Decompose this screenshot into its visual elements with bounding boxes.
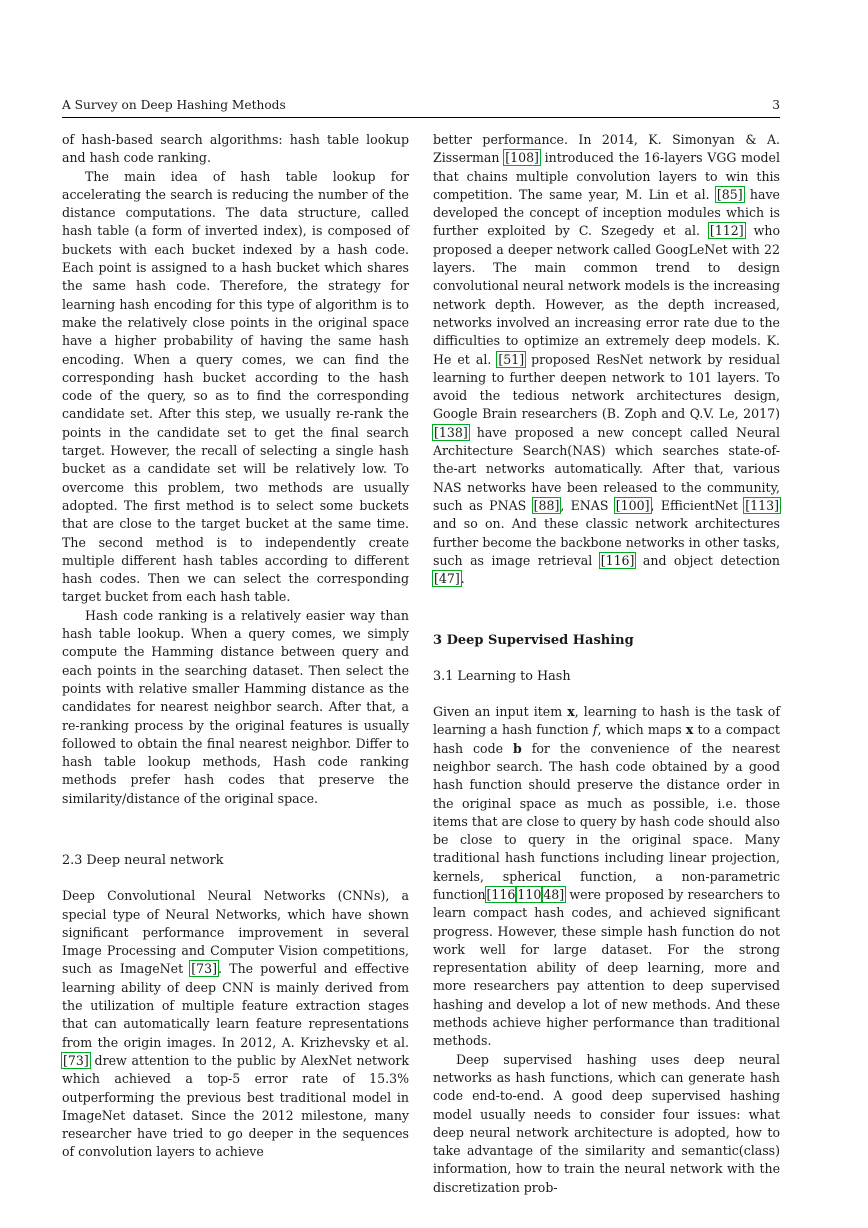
citation-link[interactable]: [88] [533, 497, 560, 513]
subsection-heading: 3.1 Learning to Hash [433, 668, 571, 684]
left-column [62, 131, 409, 1162]
citation-link[interactable]: [112] [709, 223, 744, 239]
paragraph: The main idea of hash table lookup for accelerating the search is reducing the number of the distance computations. The data structure, called hash table (a form of inverted index), is composed of buckets with each bucket indexed by a hash code. Each point is assigned to a hash bucket which shares the same hash code. Therefore, the strategy for learning hash encoding for this type of algorithm is to make the relatively close points in the original space have a higher probability of having the same hash encoding. When a query comes, we can find the corresponding hash bucket according to the hash code of the query, so as to find the corresponding candidate set. After this step, we usually re-rank the points in the candidate set to get the final search target. However, the recall of selecting a single hash bucket as a candidate set will be relatively low. To overcome this problem, two methods are usually adopted. The first method is to select some buckets that are close to the target bucket at the same time. The second method is to independently create multiple different hash tables according to different hash codes. Then we can select the corresponding target bucket from each hash table. [62, 168, 409, 605]
right-column [433, 131, 780, 1197]
paragraph: Hash code ranking is a relatively easier way than hash table lookup. When a query comes, we simply compute the Hamming distance between query and each points in the searching dataset. Then select the points with relative smaller Hamming distance as the candidates for nearest neighbor search. After that, a re-ranking process by the original features is usually followed to obtain the final nearest neighbor. Differ to hash table lookup methods, Hash code ranking methods prefer hash codes that preserve the similarity/distance of the original space. [62, 607, 409, 806]
citation-link[interactable]: [73] [191, 961, 218, 977]
citation-link[interactable]: [113] [745, 497, 780, 513]
paragraph: of hash-based search algorithms: hash table lookup and hash code ranking. [62, 132, 409, 166]
citation-link[interactable]: [116 [486, 886, 516, 902]
page-number: 3 [772, 98, 780, 112]
citation-link[interactable]: 110 [517, 886, 542, 902]
citation-link[interactable]: [85] [716, 186, 743, 202]
citation-link[interactable]: [73] [63, 1052, 89, 1068]
citation-link[interactable]: [47] [434, 571, 460, 587]
paragraph: better performance. In 2014, K. Simonyan & A. Zisserman [108] introduced the 16-layers VGG model that chains multiple convolution layers to win this competition. The same year, M. Lin et al. [85] have developed the concept of inception modules which is further exploited by C. Szegedy et al. [112] who proposed a deeper network called GoogLeNet with 22 layers. The main common trend to design convolutional neural network models is the increasing network depth. However, as the depth increased, networks involved an increasing error rate due to the difficulties to optimize an extremely deep models. K. He et al. [51] proposed ResNet network by residual learning to further deepen network to 101 layers. To avoid the tedious network architectures design, Google Brain researchers (B. Zoph and Q.V. Le, 2017) [138] have proposed a new concept called Neural Architecture Search(NAS) which searches state-of-the-art networks automatically. After that, various NAS networks have been released to the community, such as PNAS [88], ENAS [100], EfficientNet [113] and so on. And these classic network architectures further become the backbone networks in other tasks, such as image retrieval [116] and object detection [47]. [433, 132, 781, 587]
citation-link[interactable]: [138] [434, 424, 468, 440]
header-rule [62, 117, 780, 118]
citation-link[interactable]: [108] [505, 150, 539, 166]
citation-link[interactable]: [116] [600, 552, 635, 568]
citation-link[interactable]: [51] [498, 351, 525, 367]
running-header [62, 96, 780, 114]
citation-link[interactable]: 48] [543, 886, 565, 902]
section-heading: 3 Deep Supervised Hashing [433, 633, 634, 649]
paragraph: Deep supervised hashing uses deep neural networks as hash functions, which can generate hash code end-to-end. A good deep supervised hashing model usually needs to consider four issues: what deep neural network architecture is adopted, how to take advantage of the similarity and semantic(class) information, how to train the neural network with the discretization prob- [433, 1051, 780, 1195]
paragraph: Deep Convolutional Neural Networks (CNNs), a special type of Neural Networks, which have shown significant performance improvement in several Image Processing and Computer Vision competitions, such as ImageNet [73]. The powerful and effective learning ability of deep CNN is mainly derived from the utilization of multiple feature extraction stages that can automatically learn feature representations from the origin images. In 2012, A. Krizhevsky et al. [73] drew attention to the public by AlexNet network which achieved a top-5 error rate of 15.3% outperforming the previous best traditional model in ImageNet dataset. Since the 2012 milestone, many researcher have tried to go deeper in the sequences of convolution layers to achieve [62, 888, 409, 1160]
running-title: A Survey on Deep Hashing Methods [62, 98, 286, 112]
citation-link[interactable]: [100] [615, 497, 650, 513]
paragraph: Given an input item x, learning to hash is the task of learning a hash function f, which maps x to a compact hash code b for the convenience of the nearest neighbor search. The hash code obtained by a good hash function should preserve the distance order in the original space as much as possible, i.e. those items that are close to query by hash code should also be close to query in the original space. Many traditional hash functions including linear projection, kernels, spherical function, a non-parametric function[116 110 48] were proposed by researchers to learn compact hash codes, and achieved significant progress. However, these simple hash function do not work well for large dataset. For the strong representation ability of deep learning, more and more researchers pay attention to deep supervised hashing and develop a lot of new methods. And these methods achieve higher performance than traditional methods. [433, 704, 780, 1049]
subsection-heading: 2.3 Deep neural network [62, 852, 224, 868]
